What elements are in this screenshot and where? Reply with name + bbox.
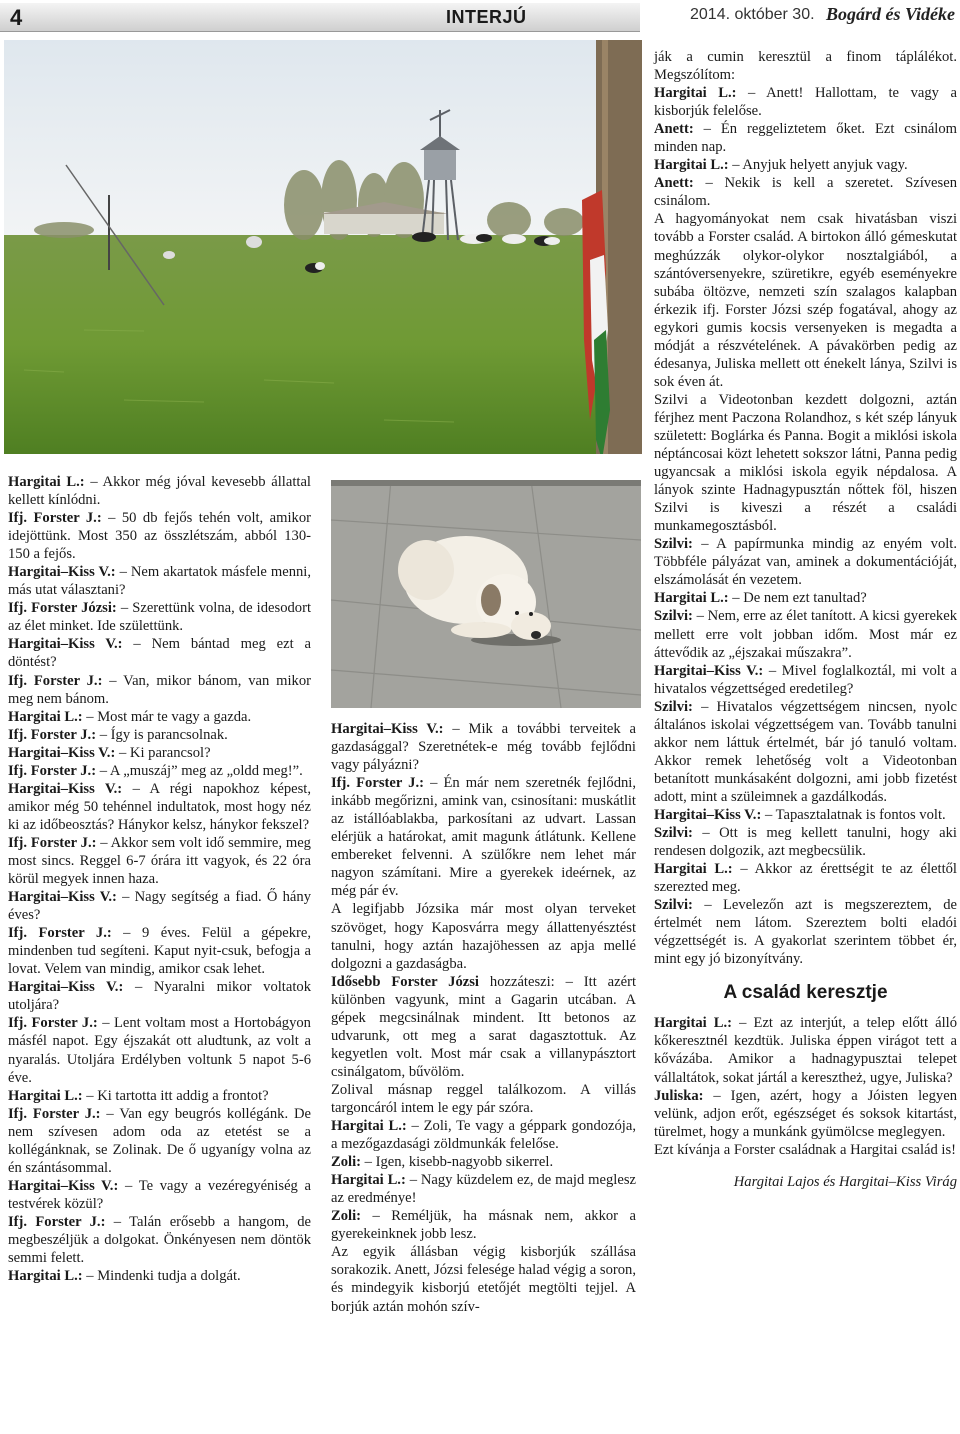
paragraph [8,834,311,888]
speaker: Hargitai L.: [654,157,729,174]
paragraph-text: – Akkor sem volt idő semmire, meg most sincs. Reggel 6-7 órára itt vagyok, és 22 óra körül megyek innen haza. [8,834,311,888]
paragraph [8,888,311,924]
paragraph [331,1171,636,1207]
paragraph [8,708,311,726]
paragraph-text: – A „muszáj” meg az „oldd meg!”. [96,762,303,779]
paragraph-text: – Ott is meg kellett tanulni, hogy aki rendesen dolgozik, azt megbecsülik. [654,825,957,860]
speaker: Szilvi: [654,897,693,914]
farm-field-photo [4,40,642,454]
paragraph [8,1267,311,1285]
author-byline: Hargitai Lajos és Hargitai–Kiss Virág [733,1173,957,1190]
paragraph-text: – Lent voltam most a Hortobágyon másfél napot. Egy éjszakát ott aludtunk, az volt a nyaralás. Utoljára Erdélyben voltunk 5 napot 5-6 éve. [8,1015,311,1086]
paragraph-text: – Én már nem szeretnék fejlődni, inkább megőrizni, amink van, csinosítani: muskátlit az istállóablakba, parkosítani az udvart. Lassan elérjük a határokat, amit magunk átlátunk. Kellene embereket felvenni. A szülőkre nem lehet már nagyon számítani. Mire a gyerekek ideérnek, az még pár év. [331,775,636,900]
paragraph-text: – Anett! Hallottam, te vagy a kisborjúk felelőse. [654,85,957,120]
speaker: Hargitai L.: [8,708,83,725]
speaker: Anett: [654,175,694,192]
paragraph [654,860,957,896]
paragraph [654,156,957,174]
paragraph [8,509,311,563]
speaker: Ifj. Forster J.: [8,834,97,851]
speaker: Hargitai L.: [654,861,733,878]
paragraph [8,1213,311,1267]
speaker: Hargitai L.: [331,1172,406,1189]
speaker: Zoli: [331,1154,361,1171]
paragraph [654,1141,957,1159]
paragraph [654,174,957,210]
paragraph-text: Ezt kívánja a Forster családnak a Hargitai család is! [654,1141,957,1158]
speaker: Ifj. Forster J.: [8,510,102,527]
paragraph-text: – Van egy beugrós kollégánk. De nem szívesen adom oda az etetést se a kollégánknak, se Zolinak. De ő ugyanígy volna az én szántásommal. [8,1105,311,1176]
paragraph-text: – Nem, erre az élet tanított. A kicsi gyerekek mellett erre volt jobban időm. Most már ez áttevődik az „éjszakai műszakra”. [654,608,957,661]
paragraph-text: – Nem bántad meg ezt a döntést? [8,636,311,671]
paragraph-text: Zolival másnap reggel találkozom. A villás targoncáról intem le egy pár szóra. [331,1081,636,1116]
paragraph [8,599,311,635]
paragraph [654,806,957,824]
paragraph [8,1087,311,1105]
paragraph [8,978,311,1014]
paragraph [8,635,311,671]
paragraph [654,1014,957,1086]
speaker: Hargitai L.: [8,1087,83,1104]
paragraph [654,1087,957,1141]
speaker: Hargitai L.: [8,1268,83,1285]
speaker: Hargitai L.: [654,85,737,102]
speaker: Ifj. Forster J.: [8,1213,106,1230]
paragraph-text: ják a cumin keresztül a finom táplálékot. Megszólítom: [654,49,957,84]
paragraph [331,1153,636,1171]
paragraph [654,535,957,589]
speaker: Hargitai L.: [8,474,85,490]
paragraph [8,762,311,780]
paragraph [8,672,311,708]
paragraph-text: hozzáteszi: – Itt azért különben vagyunk, mint a Gagarin utcában. A gépek megcsinálnak mindent. Itt betonos az udvarunk, ott meg a sarat dagasztottuk. Az kegyetlen volt. Most már csak a villanypásztort csinálgatom, bűvölöm. [331,973,636,1080]
paragraph [8,924,311,978]
speaker: Ifj. Forster J.: [8,925,112,942]
speaker: Hargitai–Kiss V.: [654,662,764,679]
dog-photo [331,480,641,708]
paragraph [654,48,957,84]
paragraph-text: – Én reggeliztetem őket. Ezt csinálom minden nap. [654,121,957,156]
paragraph [654,84,957,120]
paragraph [331,1207,636,1243]
paragraph-text: – Most már te vagy a gazda. [82,708,252,725]
paragraph [8,744,311,762]
speaker: Zoli: [331,1208,361,1225]
paragraph-text: – Mivel foglalkoztál, mi volt a hivatalos végzettséged eredetileg? [654,662,957,697]
paragraph-text: – Tapasztalatnak is fontos volt. [761,806,946,823]
article-column-3 [654,48,957,1191]
paragraph [331,774,636,900]
paragraph-text: Az egyik állásban végig kisborjúk szállása sorakozik. Anett, Józsi felesége halad végig a soron, és mindegyik kisborjú etetőjét megtölti tejjel. A borjúk aztán mohón szív- [331,1244,636,1315]
paragraph [8,1014,311,1086]
speaker: Anett: [654,121,694,138]
paragraph [654,120,957,156]
article-column-1 [8,473,311,1285]
speaker: Szilvi: [654,698,693,715]
paragraph [331,1243,636,1315]
speaker: Ifj. Forster J.: [8,1015,98,1032]
speaker: Ifj. Forster J.: [8,1105,101,1122]
paragraph [654,662,957,698]
speaker: Hargitai–Kiss V.: [8,979,124,996]
paragraph [331,973,636,1081]
speaker: Ifj. Forster J.: [331,775,424,792]
speaker: Ifj. Forster J.: [8,726,97,743]
paragraph [654,391,957,535]
paragraph-text: – Ezt az interjút, a telep előtt álló kőkeresztnél kezdtük. Juliska éppen virágot tett a kővázába. Amikor a hadnagypusztai telepet vállaltátok, sokat jártál a keresztheż, ugye, Juliska? [654,1015,957,1086]
speaker: Juliska: [654,1087,704,1104]
paragraph-text: – Akkor az érettségit te az élettől szerezted meg. [654,861,957,896]
paragraph-text: – Így is parancsolnak. [96,726,228,743]
speaker: Hargitai L.: [654,590,729,607]
newspaper-title: Bogárd és Vidéke [826,4,955,24]
paragraph [654,896,957,968]
paragraph-text: – Ki tartotta itt addig a frontot? [82,1087,269,1104]
paragraph-text: – Hivatalos végzettségem nincsen, nyolc általános iskolai végzettségem van. Tovább tanulni akkor nem láttuk értelmét, bár jó tanuló voltam. Akkor remek lehetőség volt a Videotonban betanított munkásaként dolgozni, ami jobb fizetést adott, mint a szüleimnek a gazdálkodás. [654,698,957,805]
subheading: A család keresztje [723,982,888,1004]
speaker: Ifj. Forster Józsi: [8,600,117,617]
speaker: Szilvi: [654,536,693,553]
speaker: Hargitai–Kiss V.: [654,806,762,823]
speaker: Ifj. Forster J.: [8,672,103,689]
speaker: Hargitai L.: [654,1015,733,1032]
paragraph [8,726,311,744]
paragraph-text: – Szerettünk volna, de idesodort az élet minket. Ide születtünk. [8,600,311,635]
paragraph-text: – Nekik is kell a szeretet. Szívesen csinálom. [654,175,957,210]
speaker: Idősebb Forster Józsi [331,973,479,990]
section-title: INTERJÚ [446,7,527,27]
paragraph-text: – Akkor még jóval kevesebb állattal kellett kínlódni. [8,474,311,509]
article-column-2 [331,720,636,1316]
paragraph-text: A legifjabb Józsika már most olyan terveket szövöget, hogy Kaposvárra megy állattenyésztést tanulni, hogy aztán hazajöhessen az apja mellé dolgozni a gazdaságba. [331,901,636,972]
speaker: Hargitai–Kiss V.: [8,564,116,581]
paragraph-text: – Te vagy a vezéregyéniség a testvérek közül? [8,1177,311,1212]
speaker: Hargitai–Kiss V.: [8,889,117,906]
issue-date: 2014. október 30. [690,6,815,23]
speaker: Ifj. Forster J.: [8,762,97,779]
paragraph-text: – Mik a további terveitek a gazdasággal? Szeretnétek-e még tovább fejlődni vagy pályázni? [331,721,636,774]
paragraph-text: – Mindenki tudja a dolgát. [82,1268,241,1285]
paragraph-text: A hagyományokat nem csak hivatásban viszi tovább a Forster család. A birtokon álló gémeskutat meghúzzák olykor-olykor nosztalgiából, a szántóversenyekre, szüretikre, egyéb eseményekre subába öltözve, nemzeti szín szalagos kalapban érkezik ifj. Forster Józsi szép fogatával, ahogy az egykori gumis kocsis versenyeken is megadta a módját a részvételének. A pávakörben pedig az édesanya, Juliska mellett ott énekelt lánya, Szilvi is sok éven át. [654,211,957,390]
page-number: 4 [10,5,23,30]
paragraph [331,1081,636,1117]
speaker: Szilvi: [654,608,693,625]
paragraph-text: – Ki parancsol? [115,744,211,761]
speaker: Hargitai L.: [331,1118,407,1135]
speaker: Hargitai–Kiss V.: [8,780,123,797]
speaker: Szilvi: [654,825,693,842]
paragraph-text: – Levelezőn azt is megszereztem, de értelmét nem látom. Szereztem bolti eladói végzettségét is. A gyakorlat szerintem többet ér, mint egy jó bizonyítvány. [654,897,957,968]
paragraph-text: – 9 éves. Felül a gépekre, mindenben tud segíteni. Kaput nyit-csuk, befogja a lovat. Velem van mindig, amikor csak lehet. [8,925,312,978]
paragraph-text: – Nyaralni mikor voltatok utoljára? [8,979,311,1014]
paragraph-text: – Anyjuk helyett anyjuk vagy. [728,157,908,174]
paragraph [8,473,311,509]
paragraph [8,563,311,599]
paragraph [331,900,636,972]
paragraph-text: – A régi napokhoz képest, amikor még 50 tehénnel indultatok, most hogy néz ki az időbeosztás? Hánykor kelsz, hánykor fekszel? [8,780,311,833]
paragraph-text: – Talán erősebb a hangom, de megbeszéljük a dolgokat. Önkényesen nem döntök semmi felett. [8,1213,311,1267]
paragraph [654,607,957,661]
paragraph [654,210,957,390]
paragraph-text: – Nagy segítség a fiad. Ő hány éves? [8,889,311,924]
header-bar [0,3,640,32]
paragraph-text: – Van, mikor bánom, van mikor meg nem bánom. [8,672,311,707]
paragraph-text: – A papírmunka mindig az enyém volt. Többféle pályázat van, aminek a dokumentációját, elszámolását én vezetem. [654,536,957,589]
paragraph-text: – Igen, kisebb-nagyobb sikerrel. [361,1154,554,1171]
paragraph-text: – Igen, azért, hogy a Jóisten legyen velünk, adjon erőt, egészséget és soksok kitartást, türelmet, hogy a munkánk gyümölcse meglegyen. [654,1087,957,1140]
paragraph [8,1105,311,1177]
paragraph [654,589,957,607]
paragraph [331,720,636,774]
page-header [0,0,960,34]
paragraph-text: – De nem ezt tanultad? [728,590,867,607]
paragraph-text: – Reméljük, ha másnak nem, akkor a gyerekeinknek jobb lesz. [331,1208,636,1243]
speaker: Hargitai–Kiss V.: [8,744,116,761]
speaker: Hargitai–Kiss V.: [8,1177,119,1194]
paragraph-text: – Zoli, Te vagy a géppark gondozója, a mezőgazdasági zöldmunkák felelőse. [331,1118,636,1153]
paragraph [654,824,957,860]
paragraph-text: – 50 db fejős tehén volt, amikor idejöttünk. Most 350 az összlétszám, abból 130-150 a fejős. [8,510,311,563]
paragraph-text: – Nagy küzdelem ez, de majd meglesz az eredménye! [331,1172,636,1207]
paragraph [8,780,311,834]
paragraph-text: Szilvi a Videotonban kezdett dolgozni, aztán férjhez ment Paczona Rolandhoz, s két szép lányuk született: Boglárka és Panna. Bogit a miklósi iskola néptáncosai közt lehetett sokszor látni, Panna pedig ugyancsak a miklósi iskola egyik népdalosa. A lányok szinte Hadnagypusztán nőttek föl, hiszen Szilvi is kiveszi a részét a családi munkamegosztásból. [654,391,957,535]
paragraph-text: – Nem akartatok másfele menni, más utat választani? [8,564,311,599]
speaker: Hargitai–Kiss V.: [8,636,123,653]
speaker: Hargitai–Kiss V.: [331,721,444,737]
paragraph [331,1117,636,1153]
paragraph [8,1177,311,1213]
paragraph [654,698,957,806]
